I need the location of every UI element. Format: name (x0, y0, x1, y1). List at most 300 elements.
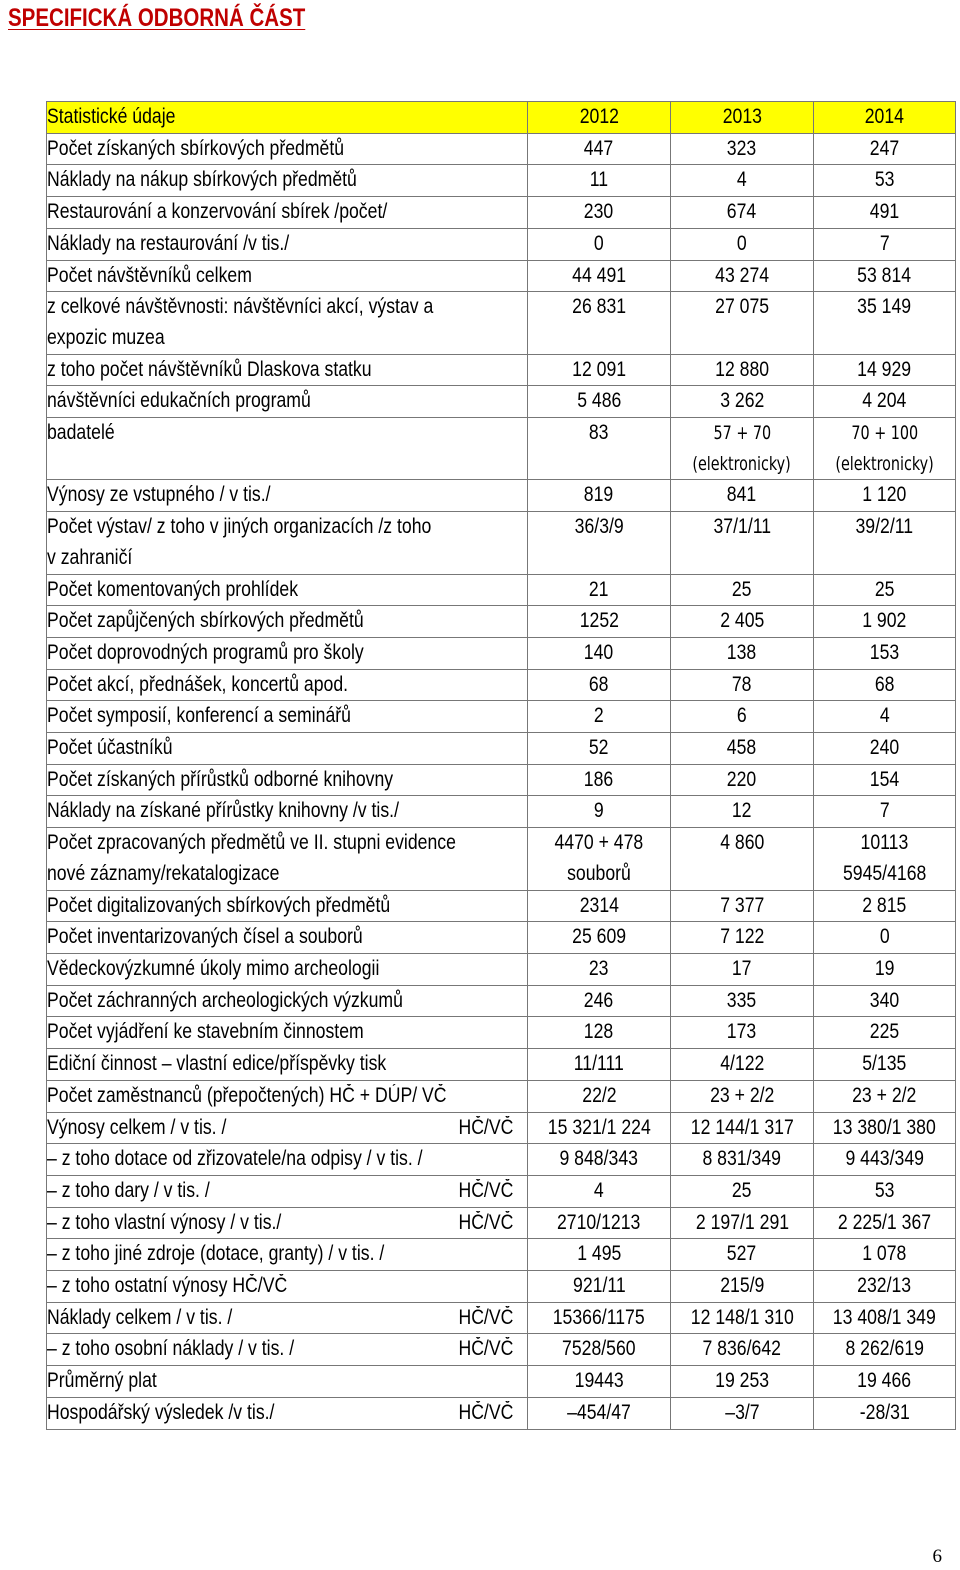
row-label: Náklady na restaurování /v tis./ (47, 231, 290, 255)
row-label: – z toho osobní náklady / v tis. / (47, 1337, 295, 1361)
cell-value: souborů (567, 861, 631, 885)
value-cell-2013 (671, 606, 814, 638)
cell-value: 447 (584, 136, 614, 160)
cell-value: 921/11 (572, 1274, 626, 1298)
value-cell-2013 (671, 228, 814, 260)
cell-value: (elektronicky) (835, 452, 934, 475)
header-year-2013: 2013 (671, 102, 814, 134)
value-cell-2012 (528, 828, 671, 890)
row-label-cell (47, 796, 528, 828)
cell-value: 27 075 (715, 295, 769, 319)
row-label-cell (47, 890, 528, 922)
row-label: Počet akcí, přednášek, koncertů apod. (47, 672, 349, 696)
row-label: Restaurování a konzervování sbírek /počet/ (47, 200, 388, 224)
value-cell-2013 (671, 512, 814, 574)
value-cell-2013 (671, 1049, 814, 1081)
value-cell-2012 (528, 165, 671, 197)
cell-value: 2 197/1 291 (695, 1210, 789, 1234)
value-cell-2014 (814, 354, 956, 386)
value-cell-2013 (671, 1207, 814, 1239)
value-cell-2012 (528, 1112, 671, 1144)
cell-value: 68 (874, 672, 895, 696)
value-cell-2014 (814, 418, 956, 480)
value-cell-2013 (671, 1334, 814, 1366)
value-cell-2012 (528, 512, 671, 574)
row-label: Počet komentovaných prohlídek (47, 577, 299, 601)
cell-value: 25 (732, 1178, 752, 1202)
row-label: Počet výstav/ z toho v jiných organizacích /z toho (47, 515, 432, 539)
value-cell-2014 (814, 1017, 956, 1049)
row-label-cell (47, 228, 528, 260)
header-year-2012: 2012 (528, 102, 671, 134)
table-row (47, 354, 956, 386)
cell-value: 36/3/9 (574, 515, 624, 539)
cell-value: 12 (732, 799, 752, 823)
table-row (47, 228, 956, 260)
row-tag: HČ/VČ (458, 1305, 513, 1329)
cell-value: 35 149 (857, 295, 912, 319)
table-row (47, 1017, 956, 1049)
cell-value: 25 (732, 577, 752, 601)
row-label: – z toho dotace od zřizovatele/na odpisy / v tis. / (47, 1147, 423, 1171)
cell-value: 11/111 (573, 1052, 625, 1076)
row-label-cell (47, 733, 528, 765)
value-cell-2012 (528, 133, 671, 165)
value-cell-2014 (814, 637, 956, 669)
cell-value: 340 (869, 988, 900, 1012)
row-label: v zahraničí (47, 545, 133, 569)
value-cell-2013 (671, 354, 814, 386)
value-cell-2012 (528, 1207, 671, 1239)
value-cell-2014 (814, 796, 956, 828)
row-label-cell (47, 1207, 528, 1239)
row-tag: HČ/VČ (458, 1337, 513, 1361)
cell-value: 15 321/1 224 (547, 1115, 651, 1139)
cell-value: 1252 (579, 609, 619, 633)
table-row (47, 701, 956, 733)
cell-value: 8 262/619 (845, 1337, 924, 1361)
cell-value: 335 (727, 988, 757, 1012)
cell-value: 5 486 (576, 389, 622, 413)
value-cell-2013 (671, 637, 814, 669)
row-label-cell (47, 197, 528, 229)
row-label: Počet digitalizovaných sbírkových předmětů (47, 893, 391, 917)
table-row (47, 1302, 956, 1334)
value-cell-2012 (528, 1017, 671, 1049)
value-cell-2014 (814, 890, 956, 922)
cell-value: 43 274 (715, 263, 769, 287)
table-row (47, 133, 956, 165)
value-cell-2012 (528, 1144, 671, 1176)
row-label: expozic muzea (47, 325, 165, 349)
cell-value: 2 405 (719, 609, 765, 633)
cell-value: 19 (874, 956, 895, 980)
cell-value: 5/135 (862, 1052, 907, 1076)
row-tag: HČ/VČ (458, 1115, 513, 1139)
cell-value: 4 (737, 168, 747, 192)
cell-value: 7 836/642 (702, 1337, 782, 1361)
cell-value: 4 204 (862, 389, 907, 413)
row-label-cell (47, 985, 528, 1017)
table-row (47, 1366, 956, 1398)
value-cell-2012 (528, 1302, 671, 1334)
cell-value: 323 (727, 136, 757, 160)
cell-value: 0 (594, 231, 604, 255)
cell-value: 2710/1213 (557, 1210, 641, 1234)
value-cell-2012 (528, 733, 671, 765)
value-cell-2013 (671, 701, 814, 733)
table-row (47, 922, 956, 954)
page-number: 6 (932, 1546, 942, 1567)
header-year-2014: 2014 (814, 102, 956, 134)
value-cell-2014 (814, 512, 956, 574)
cell-value: 5945/4168 (842, 861, 927, 885)
value-cell-2012 (528, 386, 671, 418)
cell-value: 12 880 (715, 357, 769, 381)
cell-value: 23 (589, 956, 609, 980)
cell-value: 1 495 (576, 1242, 622, 1266)
row-label-cell (47, 1175, 528, 1207)
row-label: Počet zapůjčených sbírkových předmětů (47, 609, 364, 633)
cell-value: 44 491 (572, 263, 626, 287)
cell-value: 173 (727, 1020, 757, 1044)
cell-value: 4 (594, 1178, 604, 1202)
value-cell-2012 (528, 669, 671, 701)
value-cell-2014 (814, 1049, 956, 1081)
value-cell-2013 (671, 480, 814, 512)
value-cell-2013 (671, 133, 814, 165)
row-label-cell (47, 260, 528, 292)
row-label: Výnosy ze vstupného / v tis./ (47, 483, 271, 507)
cell-value: 70 + 100 (851, 422, 918, 445)
cell-value: 52 (589, 736, 609, 760)
table-row (47, 574, 956, 606)
table-row (47, 1049, 956, 1081)
value-cell-2012 (528, 1366, 671, 1398)
value-cell-2014 (814, 701, 956, 733)
cell-value: 7 (879, 231, 890, 255)
cell-value: 6 (737, 704, 747, 728)
value-cell-2014 (814, 1271, 956, 1303)
cell-value: 220 (727, 767, 757, 791)
table-row (47, 1080, 956, 1112)
value-cell-2014 (814, 1112, 956, 1144)
row-label-cell (47, 606, 528, 638)
value-cell-2013 (671, 890, 814, 922)
row-label: Počet doprovodných programů pro školy (47, 640, 364, 664)
row-tag: HČ/VČ (458, 1210, 513, 1234)
cell-value: –454/47 (567, 1400, 631, 1424)
cell-value: 2 225/1 367 (837, 1210, 932, 1234)
cell-value: -28/31 (859, 1400, 910, 1424)
value-cell-2012 (528, 701, 671, 733)
value-cell-2013 (671, 165, 814, 197)
table-row (47, 1207, 956, 1239)
row-label: Ediční činnost – vlastní edice/příspěvky tisk (47, 1052, 387, 1076)
row-label: Náklady na nákup sbírkových předmětů (47, 168, 357, 192)
value-cell-2013 (671, 386, 814, 418)
value-cell-2014 (814, 1080, 956, 1112)
value-cell-2013 (671, 1271, 814, 1303)
value-cell-2014 (814, 574, 956, 606)
table-row (47, 764, 956, 796)
cell-value: 674 (727, 200, 757, 224)
cell-value: 25 (874, 577, 895, 601)
cell-value: 1 120 (862, 483, 907, 507)
value-cell-2013 (671, 1112, 814, 1144)
row-label-cell (47, 133, 528, 165)
table-row (47, 292, 956, 354)
row-label: Počet návštěvníků celkem (47, 263, 252, 287)
row-label-cell (47, 386, 528, 418)
row-label-cell (47, 669, 528, 701)
page-heading: SPECIFICKÁ ODBORNÁ ČÁST (8, 4, 306, 32)
value-cell-2012 (528, 953, 671, 985)
cell-value: 4470 + 478 (554, 831, 644, 855)
value-cell-2013 (671, 1366, 814, 1398)
cell-value: 841 (727, 483, 757, 507)
cell-value: 15366/1175 (553, 1305, 645, 1329)
value-cell-2013 (671, 985, 814, 1017)
value-cell-2014 (814, 1175, 956, 1207)
cell-value: 11 (589, 168, 609, 192)
row-tag: HČ/VČ (458, 1178, 513, 1202)
table-row (47, 1175, 956, 1207)
value-cell-2014 (814, 922, 956, 954)
value-cell-2014 (814, 1334, 956, 1366)
row-label-cell (47, 1112, 528, 1144)
row-label-cell (47, 922, 528, 954)
value-cell-2014 (814, 228, 956, 260)
cell-value: 186 (584, 767, 614, 791)
value-cell-2012 (528, 1397, 671, 1429)
cell-value: 138 (727, 640, 757, 664)
row-label-cell (47, 1366, 528, 1398)
value-cell-2013 (671, 828, 814, 890)
cell-value: 12 148/1 310 (690, 1305, 794, 1329)
row-label-cell (47, 1144, 528, 1176)
value-cell-2013 (671, 733, 814, 765)
cell-value: 19 253 (715, 1369, 769, 1393)
row-label: Počet zaměstnanců (přepočtených) HČ + DÚP/ VČ (47, 1083, 447, 1107)
value-cell-2014 (814, 669, 956, 701)
cell-value: 230 (584, 200, 614, 224)
row-label: návštěvníci edukačních programů (47, 389, 311, 413)
table-row (47, 733, 956, 765)
statistics-table (46, 101, 956, 1430)
cell-value: 12 091 (572, 357, 626, 381)
row-label-cell (47, 1049, 528, 1081)
cell-value: 23 + 2/2 (852, 1083, 917, 1107)
cell-value: 78 (732, 672, 752, 696)
value-cell-2013 (671, 260, 814, 292)
value-cell-2014 (814, 1397, 956, 1429)
cell-value: 53 (874, 168, 895, 192)
value-cell-2014 (814, 953, 956, 985)
row-label-cell (47, 1017, 528, 1049)
cell-value: 22/2 (581, 1083, 617, 1107)
cell-value: 153 (869, 640, 900, 664)
table-row (47, 386, 956, 418)
row-label: Počet získaných přírůstků odborné knihovny (47, 767, 394, 791)
row-tag: HČ/VČ (458, 1400, 513, 1424)
header-label-cell: Statistické údaje (47, 102, 528, 134)
cell-value: 527 (727, 1242, 757, 1266)
row-label: Hospodářský výsledek /v tis./ (47, 1400, 275, 1424)
cell-value: 37/1/11 (713, 515, 771, 539)
value-cell-2014 (814, 165, 956, 197)
value-cell-2013 (671, 292, 814, 354)
value-cell-2013 (671, 1175, 814, 1207)
value-cell-2012 (528, 1239, 671, 1271)
cell-value: 25 609 (572, 925, 626, 949)
table-row (47, 1397, 956, 1429)
cell-value: 2 (594, 704, 604, 728)
row-label-cell (47, 1334, 528, 1366)
cell-value: 2314 (579, 893, 619, 917)
cell-value: 1 078 (862, 1242, 907, 1266)
value-cell-2014 (814, 764, 956, 796)
value-cell-2013 (671, 197, 814, 229)
cell-value: 83 (589, 421, 609, 445)
table-row (47, 828, 956, 890)
row-label-cell (47, 1080, 528, 1112)
row-label-cell (47, 574, 528, 606)
cell-value: 7 (879, 799, 890, 823)
cell-value: 7528/560 (562, 1337, 636, 1361)
table-row (47, 985, 956, 1017)
table-row (47, 197, 956, 229)
row-label-cell (47, 1397, 528, 1429)
row-label-cell (47, 764, 528, 796)
cell-value: 2 815 (862, 893, 907, 917)
cell-value: 68 (589, 672, 609, 696)
cell-value: 23 + 2/2 (709, 1083, 775, 1107)
row-label: nové záznamy/rekatalogizace (47, 861, 280, 885)
cell-value: –3/7 (724, 1400, 760, 1424)
value-cell-2012 (528, 796, 671, 828)
value-cell-2014 (814, 1239, 956, 1271)
value-cell-2012 (528, 606, 671, 638)
cell-value: 246 (584, 988, 614, 1012)
cell-value: 53 814 (857, 263, 912, 287)
value-cell-2012 (528, 890, 671, 922)
cell-value: 4/122 (719, 1052, 765, 1076)
value-cell-2012 (528, 1049, 671, 1081)
cell-value: 39/2/11 (855, 515, 914, 539)
value-cell-2013 (671, 953, 814, 985)
value-cell-2012 (528, 1175, 671, 1207)
cell-value: 12 144/1 317 (690, 1115, 794, 1139)
row-label-cell (47, 701, 528, 733)
table-row (47, 1112, 956, 1144)
row-label: Počet symposií, konferencí a seminářů (47, 704, 351, 728)
value-cell-2014 (814, 480, 956, 512)
value-cell-2013 (671, 1144, 814, 1176)
table-row (47, 1239, 956, 1271)
cell-value: 247 (869, 136, 900, 160)
row-label: Průměrný plat (47, 1369, 157, 1393)
cell-value: 225 (869, 1020, 900, 1044)
value-cell-2014 (814, 260, 956, 292)
table-header-row (47, 102, 956, 134)
table-row (47, 953, 956, 985)
cell-value: (elektronicky) (692, 452, 792, 475)
cell-value: 128 (584, 1020, 614, 1044)
row-label: Počet vyjádření ke stavebním činnostem (47, 1020, 364, 1044)
row-label-cell (47, 512, 528, 574)
table-row (47, 890, 956, 922)
row-label: Náklady celkem / v tis. / (47, 1305, 233, 1329)
value-cell-2014 (814, 1302, 956, 1334)
table-row (47, 1271, 956, 1303)
value-cell-2014 (814, 1366, 956, 1398)
row-label: z toho počet návštěvníků Dlaskova statku (47, 357, 372, 381)
row-label-cell (47, 480, 528, 512)
value-cell-2012 (528, 418, 671, 480)
table-row (47, 796, 956, 828)
row-label: – z toho vlastní výnosy / v tis./ (47, 1210, 282, 1234)
value-cell-2014 (814, 386, 956, 418)
cell-value: 13 380/1 380 (832, 1115, 937, 1139)
row-label: Počet zpracovaných předmětů ve II. stupni evidence (47, 831, 456, 855)
value-cell-2012 (528, 1080, 671, 1112)
value-cell-2013 (671, 574, 814, 606)
value-cell-2014 (814, 1144, 956, 1176)
cell-value: 3 262 (719, 389, 765, 413)
value-cell-2012 (528, 1334, 671, 1366)
row-label-cell (47, 292, 528, 354)
table-row (47, 669, 956, 701)
cell-value: 9 443/349 (845, 1147, 924, 1171)
row-label: Počet získaných sbírkových předmětů (47, 136, 345, 160)
value-cell-2012 (528, 574, 671, 606)
value-cell-2014 (814, 133, 956, 165)
cell-value: 4 (879, 704, 890, 728)
cell-value: 10113 (860, 831, 909, 855)
table-row (47, 512, 956, 574)
row-label-cell (47, 354, 528, 386)
row-label: Výnosy celkem / v tis. / (47, 1115, 227, 1139)
value-cell-2013 (671, 922, 814, 954)
value-cell-2012 (528, 197, 671, 229)
row-label: Vědeckovýzkumné úkoly mimo archeologii (47, 956, 380, 980)
value-cell-2013 (671, 1397, 814, 1429)
cell-value: 53 (874, 1178, 895, 1202)
row-label-cell (47, 418, 528, 480)
cell-value: 154 (869, 767, 900, 791)
cell-value: 458 (727, 736, 757, 760)
row-label: – z toho ostatní výnosy HČ/VČ (47, 1274, 288, 1298)
row-label: Náklady na získané přírůstky knihovny /v tis./ (47, 799, 399, 823)
cell-value: 7 377 (719, 893, 765, 917)
value-cell-2014 (814, 197, 956, 229)
cell-value: 8 831/349 (702, 1147, 782, 1171)
row-label: Počet inventarizovaných čísel a souborů (47, 925, 363, 949)
value-cell-2014 (814, 1207, 956, 1239)
table-row (47, 637, 956, 669)
row-label: Počet záchranných archeologických výzkumů (47, 988, 403, 1012)
row-label-cell (47, 1271, 528, 1303)
cell-value: 19 466 (857, 1369, 912, 1393)
table-row (47, 480, 956, 512)
value-cell-2012 (528, 228, 671, 260)
value-cell-2013 (671, 796, 814, 828)
row-label: z celkové návštěvnosti: návštěvníci akcí, výstav a (47, 295, 434, 319)
cell-value: 7 122 (719, 925, 765, 949)
value-cell-2013 (671, 764, 814, 796)
cell-value: 215/9 (719, 1274, 765, 1298)
